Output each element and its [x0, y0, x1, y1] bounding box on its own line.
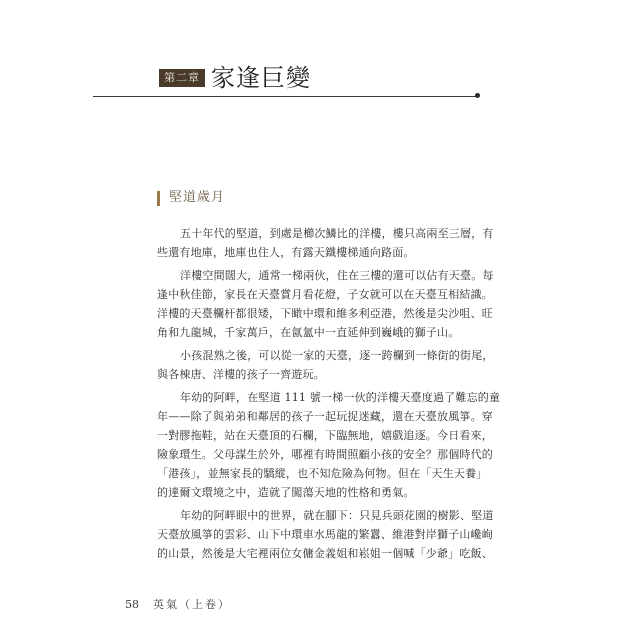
text-line: 角和九龍城，千家萬戶，在氤氳中一直延伸到巍峨的獅子山。 [157, 326, 460, 339]
text-line: 年——除了與弟弟和鄰居的孩子一起玩捉迷藏，還在天臺放風箏。穿 [157, 410, 493, 423]
page-number: 58 [125, 598, 139, 611]
section-heading [157, 190, 225, 206]
section-title: 堅道歲月 [169, 190, 226, 205]
page-footer [125, 596, 231, 612]
text-line: 年幼的阿畔，在堅道 111 號一梯一伙的洋樓天臺度過了難忘的童 [180, 391, 501, 404]
text-line: 天臺放風箏的雲彩、山下中環車水馬龍的繁囂、維港對岸獅子山巉峋 [157, 528, 493, 541]
text-line: 一對膠拖鞋，站在天臺頂的石欄，下臨無地，嬉戲追逐。今日看來， [157, 429, 493, 442]
chapter-label: 第二章 [159, 69, 205, 87]
text-line: 的達爾文環境之中，造就了闖蕩天地的性格和勇氣。 [157, 486, 415, 499]
text-line: 年幼的阿畔眼中的世界，就在腳下：只見兵頭花園的樹影、堅道 [180, 509, 494, 522]
body-text [157, 224, 501, 563]
text-line: 險象環生。父母謀生於外，哪裡有時間照顧小孩的安全？那個時代的 [157, 448, 493, 461]
text-line: 與各棟唐、洋樓的孩子一齊遊玩。 [157, 368, 325, 381]
text-line: 洋樓空間闊大，通常一梯兩伙，住在三樓的還可以佔有天臺。每 [180, 269, 494, 282]
chapter-header [159, 66, 311, 90]
text-line: 的山景，然後是大宅裡兩位女傭金義姐和崧姐一個喊「少爺」吃飯、 [157, 547, 493, 560]
text-line: 洋樓的天臺欄杆都很矮，下瞰中環和維多利亞港，然後是尖沙咀、旺 [157, 307, 493, 320]
text-line: 「港孩」，並無家長的驕縱，也不知危險為何物。但在「天生天養」 [157, 467, 488, 480]
section-marker-bar [157, 191, 160, 206]
chapter-title: 家逢巨變 [211, 64, 311, 92]
header-rule-dot [475, 93, 480, 98]
text-line: 五十年代的堅道，到處是櫛次鱗比的洋樓，樓只高兩至三層，有 [180, 227, 494, 240]
text-line: 些還有地庫，地庫也住人，有露天鐵樓梯通向路面。 [157, 246, 415, 259]
text-line: 逢中秋佳節，家長在天臺賞月看花燈，子女就可以在天臺互相結識。 [157, 288, 493, 301]
header-rule [93, 96, 476, 97]
text-line: 小孩混熟之後，可以從一家的天臺，逐一跨欄到一條街的街尾， [180, 349, 494, 362]
book-title: 英氣（上卷） [153, 598, 231, 611]
